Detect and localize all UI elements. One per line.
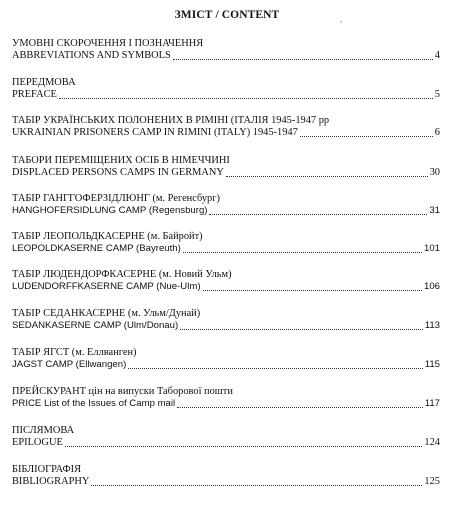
toc-entry-title-en: JAGST CAMP (Ellwangen): [12, 359, 127, 370]
toc-entry-title-en: BIBLIOGRAPHY: [12, 476, 90, 487]
leader-dots: [59, 97, 433, 99]
toc-page-number: 31: [429, 205, 440, 216]
leader-dots: [226, 175, 428, 177]
toc-entry-preface[interactable]: [12, 77, 440, 101]
toc-entry-title-ua: ТАБІР ГАНГГОФЕРЗІДЛЮНГ (м. Регенсбург): [12, 193, 220, 204]
toc-entry-title-en: ABBREVIATIONS AND SYMBOLS: [12, 50, 171, 61]
toc-entry-title-ua: ТАБІР ЛЮДЕНДОРФКАСЕРНЕ (м. Новий Ульм): [12, 269, 232, 280]
toc-entry-title-ua: ПІСЛЯМОВА: [12, 425, 75, 436]
toc-entry-dp-camps[interactable]: [12, 155, 440, 179]
toc-entry-abbreviations[interactable]: [12, 38, 440, 62]
toc-page-number: 106: [423, 281, 440, 292]
toc-entry-title-en: UKRAINIAN PRISONERS CAMP IN RIMINI (ITALY) 1945-1947: [12, 127, 298, 138]
leader-dots: [180, 328, 423, 330]
toc-page-number: 124: [424, 437, 440, 448]
toc-entry-leopoldkaserne[interactable]: [12, 231, 440, 255]
toc-entry-title-en: PREFACE: [12, 89, 57, 100]
toc-page-number: 30: [429, 167, 440, 178]
toc-entry-title-ua: ТАБОРИ ПЕРЕМІЩЕНИХ ОСІБ В НІМЕЧЧИНІ: [12, 155, 230, 166]
toc-page-number: 6: [434, 127, 440, 138]
toc-entry-jagst[interactable]: [12, 347, 440, 371]
toc-entry-epilogue[interactable]: [12, 425, 440, 449]
leader-dots: [183, 251, 422, 253]
toc-entry-ludendorffkaserne[interactable]: [12, 269, 440, 293]
toc-entry-title-en: DISPLACED PERSONS CAMPS IN GERMANY: [12, 167, 224, 178]
leader-dots: [203, 289, 422, 291]
toc-entry-rimini[interactable]: [12, 115, 440, 139]
toc-entry-title-ua: БІБЛІОГРАФІЯ: [12, 464, 82, 475]
leader-dots: [91, 484, 422, 486]
leader-dots: [300, 135, 433, 137]
toc-page-number: 117: [424, 398, 440, 409]
toc-entry-bibliography[interactable]: [12, 464, 440, 488]
toc-entry-sedankaserne[interactable]: [12, 308, 440, 332]
toc-entry-price-list[interactable]: [12, 386, 440, 410]
toc-entry-title-en: EPILOGUE: [12, 437, 63, 448]
toc-entry-title-en: LEOPOLDKASERNE CAMP (Bayreuth): [12, 243, 181, 254]
contents-heading: ЗМІСТ / CONTENT: [174, 9, 280, 21]
leader-dots: [177, 406, 423, 408]
toc-entry-title-ua: УМОВНІ СКОРОЧЕННЯ І ПОЗНАЧЕННЯ: [12, 38, 204, 49]
toc-entry-title-ua: ПРЕЙСКУРАНТ цін на випуски Таборової пошти: [12, 386, 233, 397]
toc-entry-title-en: SEDANKASERNE CAMP (Ulm/Donau): [12, 320, 179, 331]
toc-entry-title-en: PRICE List of the Issues of Camp mail: [12, 398, 176, 409]
toc-page-number: 4: [434, 50, 440, 61]
toc-page-number: 101: [423, 243, 440, 254]
toc-entry-title-ua: ТАБІР ЯГСТ (м. Еллванген): [12, 347, 137, 358]
toc-entry-title-ua: ТАБІР УКРАЇНСЬКИХ ПОЛОНЕНИХ В РІМІНІ (ІТАЛІЯ 1945-1947 рр: [12, 115, 330, 126]
leader-dots: [209, 213, 427, 215]
toc-entry-title-en: HANGHOFERSIDLUNG CAMP (Regensburg): [12, 205, 208, 216]
leader-dots: [65, 445, 423, 447]
scan-speck: [340, 21, 342, 23]
toc-entry-title-ua: ПЕРЕДМОВА: [12, 77, 76, 88]
toc-entry-title-en: LUDENDORFFKASERNE CAMP (Nue-Ulm): [12, 281, 201, 292]
toc-entry-title-ua: ТАБІР СЕДАНКАСЕРНЕ (м. Ульм/Дунай): [12, 308, 201, 319]
toc-entry-title-ua: ТАБІР ЛЕОПОЛЬДКАСЕРНЕ (м. Байройт): [12, 231, 203, 242]
toc-page-number: 115: [424, 359, 440, 370]
leader-dots: [128, 367, 422, 369]
toc-page-number: 125: [424, 476, 440, 487]
toc-entry-hanghofersidlung[interactable]: [12, 193, 440, 217]
toc-page-number: 113: [424, 320, 440, 331]
toc-page-number: 5: [434, 89, 440, 100]
leader-dots: [173, 58, 433, 60]
